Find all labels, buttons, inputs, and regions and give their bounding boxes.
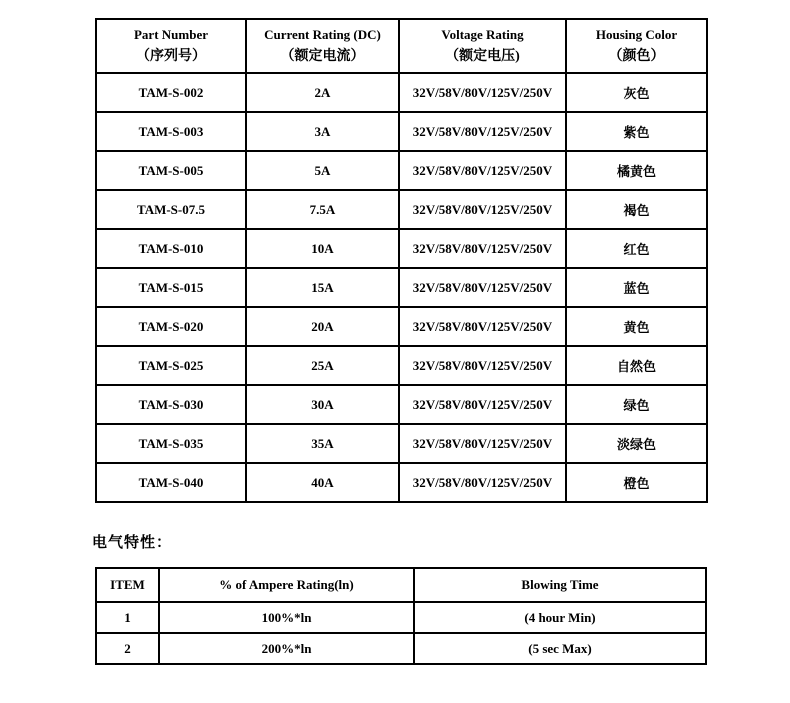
voltage-rating-cell: 32V/58V/80V/125V/250V xyxy=(399,307,566,346)
blowing-time-cell: (4 hour Min) xyxy=(414,602,706,633)
table-row xyxy=(96,633,706,664)
table-row xyxy=(96,424,707,463)
electrical-characteristics-table xyxy=(95,567,707,665)
housing-color-cell: 紫色 xyxy=(566,112,707,151)
header-blowing-time: Blowing Time xyxy=(414,568,706,602)
part-number-cell: TAM-S-003 xyxy=(96,112,246,151)
part-number-cell: TAM-S-040 xyxy=(96,463,246,502)
table-row xyxy=(96,151,707,190)
section-title-electrical-characteristics: 电气特性： xyxy=(92,535,173,551)
housing-color-cell: 橘黄色 xyxy=(566,151,707,190)
current-rating-cell: 3A xyxy=(246,112,399,151)
housing-color-cell: 褐色 xyxy=(566,190,707,229)
voltage-rating-cell: 32V/58V/80V/125V/250V xyxy=(399,190,566,229)
voltage-rating-cell: 32V/58V/80V/125V/250V xyxy=(399,112,566,151)
voltage-rating-cell: 32V/58V/80V/125V/250V xyxy=(399,229,566,268)
table-row xyxy=(96,112,707,151)
table-row xyxy=(96,190,707,229)
part-number-cell: TAM-S-020 xyxy=(96,307,246,346)
header-current-rating-en: Current Rating (DC) xyxy=(264,27,381,43)
current-rating-cell: 30A xyxy=(246,385,399,424)
header-part-number-zh: （序列号） xyxy=(136,48,206,64)
current-rating-cell: 20A xyxy=(246,307,399,346)
voltage-rating-cell: 32V/58V/80V/125V/250V xyxy=(399,424,566,463)
table-row xyxy=(96,602,706,633)
table-row xyxy=(96,73,707,112)
part-number-cell: TAM-S-015 xyxy=(96,268,246,307)
header-voltage-rating-zh: （额定电压) xyxy=(445,48,520,64)
housing-color-cell: 蓝色 xyxy=(566,268,707,307)
housing-color-cell: 绿色 xyxy=(566,385,707,424)
part-number-cell: TAM-S-025 xyxy=(96,346,246,385)
header-voltage-rating-en: Voltage Rating xyxy=(441,27,524,43)
current-rating-cell: 7.5A xyxy=(246,190,399,229)
housing-color-cell: 橙色 xyxy=(566,463,707,502)
part-rating-table xyxy=(95,18,708,503)
header-part-number-en: Part Number xyxy=(133,27,208,43)
header-item: ITEM xyxy=(96,568,159,602)
voltage-rating-cell: 32V/58V/80V/125V/250V xyxy=(399,268,566,307)
header-current-rating-zh: （额定电流） xyxy=(280,48,365,64)
table-row xyxy=(96,463,707,502)
blowing-time-cell: (5 sec Max) xyxy=(414,633,706,664)
housing-color-cell: 淡绿色 xyxy=(566,424,707,463)
part-number-cell: TAM-S-005 xyxy=(96,151,246,190)
header-housing-color xyxy=(566,19,707,73)
housing-color-cell: 自然色 xyxy=(566,346,707,385)
header-housing-color-zh: （颜色） xyxy=(608,48,665,64)
current-rating-cell: 5A xyxy=(246,151,399,190)
item-number-cell: 1 xyxy=(96,602,159,633)
housing-color-cell: 灰色 xyxy=(566,73,707,112)
voltage-rating-cell: 32V/58V/80V/125V/250V xyxy=(399,463,566,502)
part-number-cell: TAM-S-010 xyxy=(96,229,246,268)
voltage-rating-cell: 32V/58V/80V/125V/250V xyxy=(399,385,566,424)
ampere-rating-cell: 200%*ln xyxy=(159,633,414,664)
header-voltage-rating xyxy=(399,19,566,73)
part-number-cell: TAM-S-030 xyxy=(96,385,246,424)
current-rating-cell: 10A xyxy=(246,229,399,268)
spec-table-header-row xyxy=(96,568,706,602)
table-row xyxy=(96,385,707,424)
current-rating-cell: 2A xyxy=(246,73,399,112)
voltage-rating-cell: 32V/58V/80V/125V/250V xyxy=(399,151,566,190)
part-number-cell: TAM-S-002 xyxy=(96,73,246,112)
table-row xyxy=(96,229,707,268)
header-part-number xyxy=(96,19,246,73)
item-number-cell: 2 xyxy=(96,633,159,664)
housing-color-cell: 黄色 xyxy=(566,307,707,346)
current-rating-cell: 25A xyxy=(246,346,399,385)
ampere-rating-cell: 100%*ln xyxy=(159,602,414,633)
header-ampere-rating: % of Ampere Rating(ln) xyxy=(159,568,414,602)
header-current-rating xyxy=(246,19,399,73)
current-rating-cell: 35A xyxy=(246,424,399,463)
part-number-cell: TAM-S-07.5 xyxy=(96,190,246,229)
part-number-cell: TAM-S-035 xyxy=(96,424,246,463)
header-housing-color-en: Housing Color xyxy=(595,27,678,43)
voltage-rating-cell: 32V/58V/80V/125V/250V xyxy=(399,346,566,385)
table-row xyxy=(96,346,707,385)
voltage-rating-cell: 32V/58V/80V/125V/250V xyxy=(399,73,566,112)
current-rating-cell: 15A xyxy=(246,268,399,307)
housing-color-cell: 红色 xyxy=(566,229,707,268)
current-rating-cell: 40A xyxy=(246,463,399,502)
table-row xyxy=(96,268,707,307)
part-rating-table-header-row xyxy=(96,19,707,73)
table-row xyxy=(96,307,707,346)
